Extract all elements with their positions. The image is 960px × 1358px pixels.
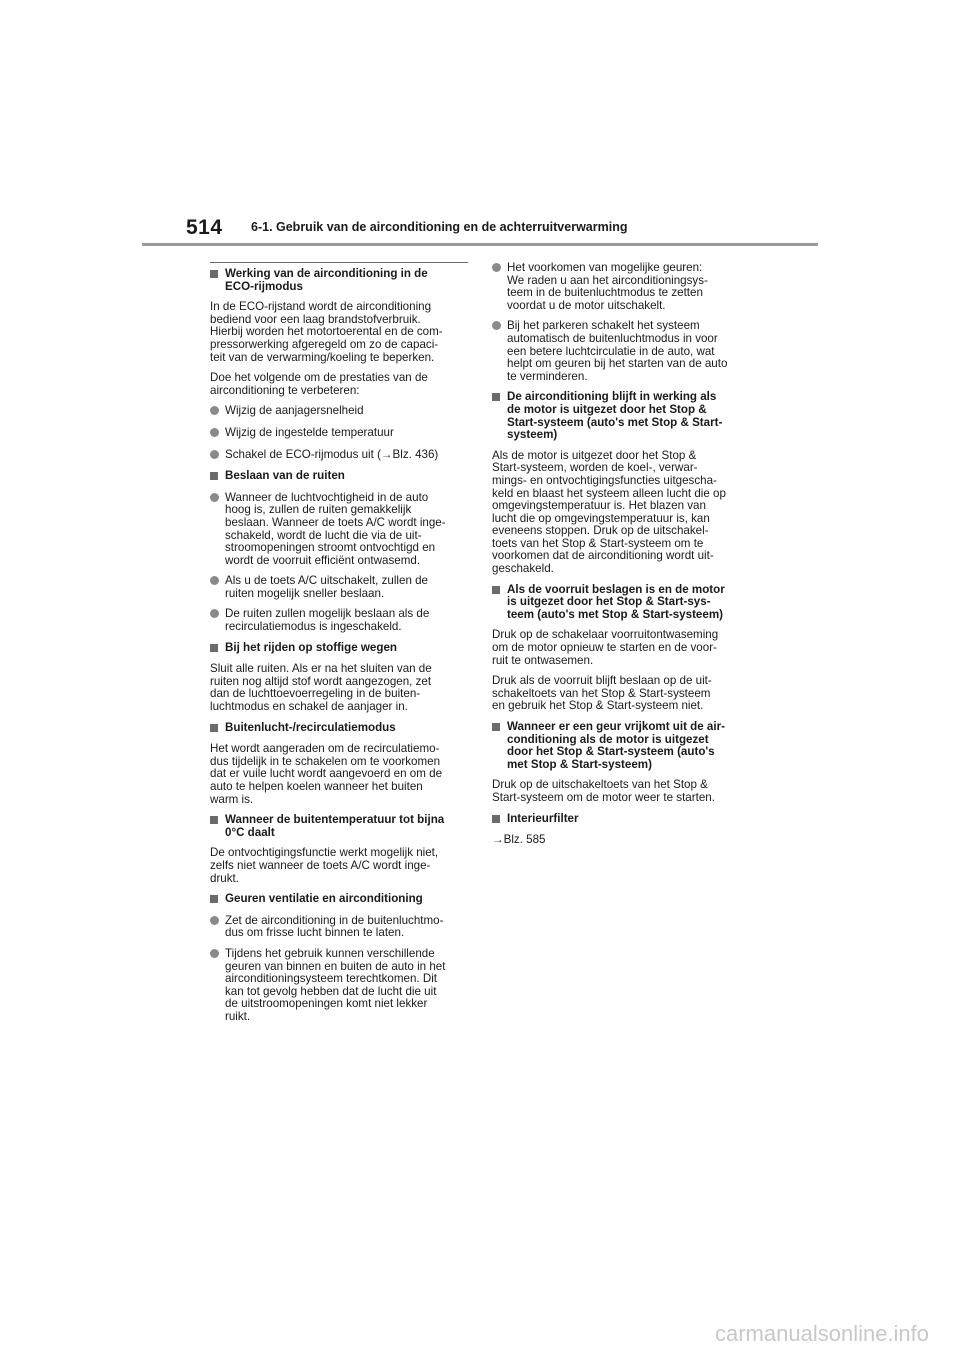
bullet-item: [492, 320, 754, 383]
bullet-text: Zet de airconditioning in de buitenluchtmo- dus om frisse lucht binnen te laten.: [225, 913, 444, 940]
section-heading: [492, 391, 754, 441]
square-bullet-icon: [492, 813, 507, 827]
bullet-item: [492, 262, 754, 312]
section-heading: [210, 814, 472, 839]
circle-bullet-icon: [210, 449, 225, 463]
column-top-rule: [210, 262, 468, 263]
square-bullet-icon: [210, 268, 225, 293]
section-heading: [210, 470, 472, 484]
heading-text: Werking van de airconditioning in de ECO-rijmodus: [225, 267, 428, 293]
bullet-item: [210, 427, 472, 441]
paragraph: →Blz. 585: [492, 833, 546, 847]
heading-text: Beslaan van de ruiten: [225, 469, 345, 483]
paragraph: Als de motor is uitgezet door het Stop & Start-systeem, worden de koel-, verwar- mings- en ontvochtigingsfuncties uitgescha- keld en blaast het systeem alleen lucht die op omgevingstemperatuur is. Het blazen van lucht die op omgevingstemperatuur is, kan eveneens stoppen. Druk op de uitschakel- toets van het Stop & Start-systeem om te voorkomen dat de airconditioning wordt uit- geschakeld.: [492, 448, 726, 576]
circle-bullet-icon: [492, 262, 507, 312]
page-header: [0, 0, 960, 250]
page-number: 514: [186, 216, 223, 239]
bullet-text: De ruiten zullen mogelijk beslaan als de recirculatiemodus is ingeschakeld.: [225, 607, 430, 634]
section-heading: [210, 893, 472, 907]
bullet-text: Bij het parkeren schakelt het systeem automatisch de buitenluchtmodus in voor een betere luchtcirculatie in de auto, wat helpt om geuren bij het starten van de auto te verminderen.: [507, 319, 728, 383]
bullet-item: [210, 608, 472, 633]
bullet-item: [210, 405, 472, 419]
square-bullet-icon: [492, 721, 507, 771]
heading-text: Wanneer de buitentemperatuur tot bijna 0°C daalt: [225, 813, 445, 839]
square-bullet-icon: [210, 470, 225, 484]
section-title: 6-1. Gebruik van de airconditioning en de achterruitverwarming: [251, 220, 628, 234]
square-bullet-icon: [210, 642, 225, 656]
bullet-text: Schakel de ECO-rijmodus uit (→Blz. 436): [225, 447, 439, 461]
bullet-text: Wijzig de aanjagersnelheid: [225, 404, 364, 418]
bullet-item: [210, 449, 472, 463]
section-heading: [492, 584, 754, 622]
heading-text: Als de voorruit beslagen is en de motor is uitgezet door het Stop & Start-sys- teem (auto's met Stop & Start-systeem): [507, 582, 725, 621]
circle-bullet-icon: [492, 320, 507, 383]
bullet-text: Wijzig de ingestelde temperatuur: [225, 425, 394, 439]
square-bullet-icon: [492, 391, 507, 441]
paragraph: Sluit alle ruiten. Als er na het sluiten van de ruiten nog altijd stof wordt aangezogen, zet dan de luchttoevoerregeling in de buiten- luchtmodus en schakel de aanjager in.: [210, 662, 432, 714]
watermark: carmanualsonline.info: [715, 1321, 930, 1346]
heading-text: Bij het rijden op stoffige wegen: [225, 640, 397, 654]
bullet-text: Wanneer de luchtvochtigheid in de auto hoog is, zullen de ruiten gemakkelijk beslaan. Wanneer de toets A/C wordt inge- schakeld, wordt de lucht die via de uit- stroomopeningen stroomt ontvochtigd en wordt de voorruit efficiënt ontwasemd.: [225, 490, 446, 567]
heading-text: Geuren ventilatie en airconditioning: [225, 892, 423, 906]
circle-bullet-icon: [210, 948, 225, 1024]
bullet-item: [210, 948, 472, 1024]
bullet-item: [210, 915, 472, 940]
section-heading: [492, 813, 754, 827]
bullet-text: Als u de toets A/C uitschakelt, zullen de ruiten mogelijk sneller beslaan.: [225, 574, 429, 600]
bullet-text: Het voorkomen van mogelijke geuren: We raden u aan het airconditioningsys- teem in de buitenluchtmodus te zetten voordat u de motor uitschakelt.: [507, 261, 708, 312]
paragraph: Druk op de uitschakeltoets van het Stop & Start-systeem om de motor weer te starten.: [492, 778, 715, 804]
circle-bullet-icon: [210, 915, 225, 940]
paragraph: Het wordt aangeraden om de recirculatiemo- dus tijdelijk in te schakelen om te voorkomen dat er vuile lucht wordt aangevoerd en om de auto te helpen koelen wanneer het buiten warm is.: [210, 742, 443, 806]
paragraph: Druk op de schakelaar voorruitontwaseming om de motor opnieuw te starten en de voor- ruit te ontwasemen.: [492, 628, 719, 667]
square-bullet-icon: [210, 814, 225, 839]
header-rule: [142, 243, 818, 246]
circle-bullet-icon: [210, 427, 225, 441]
heading-text: Buitenlucht-/recirculatiemodus: [225, 720, 396, 734]
paragraph: In de ECO-rijstand wordt de airconditioning bediend voor een laag brandstofverbruik. Hierbij worden het motortoerental en de com- pressorwerking afgeregeld om zo de capaci- teit van de verwarming/koeling te beperken.: [210, 300, 443, 364]
paragraph: Doe het volgende om de prestaties van de airconditioning te verbeteren:: [210, 371, 428, 397]
bullet-item: [210, 492, 472, 568]
section-heading: [210, 642, 472, 656]
paragraph: De ontvochtigingsfunctie werkt mogelijk niet, zelfs niet wanneer de toets A/C wordt inge- drukt.: [210, 846, 439, 885]
circle-bullet-icon: [210, 492, 225, 568]
bullet-item: [210, 575, 472, 600]
paragraph: Druk als de voorruit blijft beslaan op de uit- schakeltoets van het Stop & Start-systeem en gebruik het Stop & Start-systeem niet.: [492, 674, 712, 713]
square-bullet-icon: [210, 893, 225, 907]
section-heading: [492, 721, 754, 771]
square-bullet-icon: [492, 584, 507, 622]
heading-text: Wanneer er een geur vrijkomt uit de air- conditioning als de motor is uitgezet door het Stop & Start-systeem (auto's met Stop & Start-systeem): [507, 720, 725, 771]
circle-bullet-icon: [210, 608, 225, 633]
right-column: [492, 262, 754, 855]
circle-bullet-icon: [210, 575, 225, 600]
section-heading: [210, 268, 472, 293]
left-column: [210, 268, 472, 1032]
square-bullet-icon: [210, 722, 225, 736]
circle-bullet-icon: [210, 405, 225, 419]
bullet-text: Tijdens het gebruik kunnen verschillende geuren van binnen en buiten de auto in het airconditioningsysteem terechtkomen. Dit kan tot gevolg hebben dat de lucht die uit de uitstroomopeningen komt niet lekker ruikt.: [225, 946, 446, 1023]
heading-text: Interieurfilter: [507, 811, 579, 825]
section-heading: [210, 722, 472, 736]
heading-text: De airconditioning blijft in werking als de motor is uitgezet door het Stop & Start-systeem (auto's met Stop & Start- systeem): [507, 390, 723, 442]
